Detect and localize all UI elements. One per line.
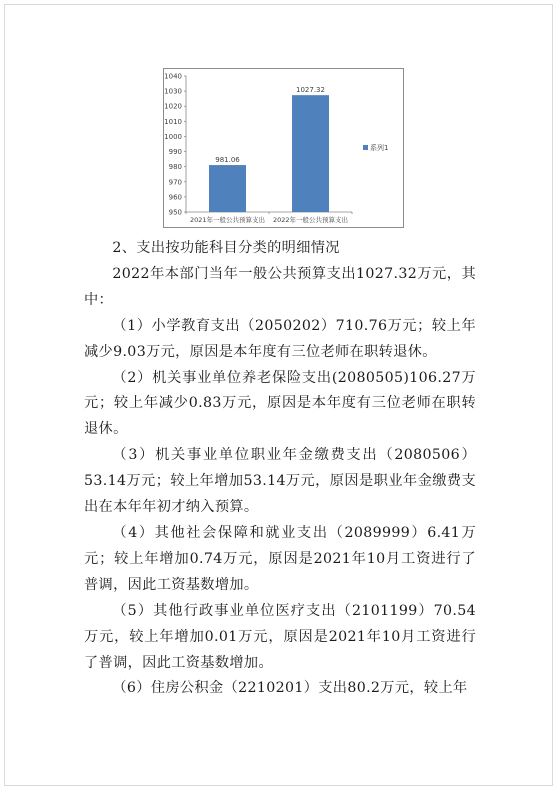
section-heading: 2、支出按功能科目分类的明细情况 xyxy=(112,240,340,256)
y-tick-label: 1020 xyxy=(164,102,182,111)
bar xyxy=(209,165,246,212)
item-paragraph-5: （5）其他行政事业单位医疗支出（2101199）70.54万元，较上年增加0.01万元，原因是2021年10月工资进行了普调，因此工资基数增加。 xyxy=(84,602,476,671)
bar-chart xyxy=(163,68,404,228)
item-paragraph-6: （6）住房公积金（2210201）支出80.2万元，较上年 xyxy=(112,680,468,697)
y-tick-label: 990 xyxy=(168,148,182,157)
x-category-label: 2021年一般公共预算支出 xyxy=(189,216,266,224)
y-tick-label: 960 xyxy=(168,193,182,202)
x-category-label: 2022年一般公共预算支出 xyxy=(272,216,349,224)
legend-label: 系列1 xyxy=(370,144,389,152)
data-label: 981.06 xyxy=(215,156,240,165)
y-tick-label: 970 xyxy=(168,178,182,187)
y-tick-label: 980 xyxy=(168,163,182,172)
y-tick-label: 1030 xyxy=(164,87,182,96)
legend-swatch xyxy=(363,145,368,150)
y-tick-label: 1040 xyxy=(164,72,182,81)
data-label: 1027.32 xyxy=(296,86,325,95)
item-paragraph-4: （4）其他社会保障和就业支出（2089999）6.41万元；较上年增加0.74万元，原因是2021年10月工资进行了普调，因此工资基数增加。 xyxy=(84,524,476,593)
chart-svg xyxy=(164,69,405,229)
intro-paragraph: 2022年本部门当年一般公共预算支出1027.32万元，其中： xyxy=(84,265,476,308)
y-tick-label: 1010 xyxy=(164,117,182,126)
y-tick-label: 1000 xyxy=(164,132,182,141)
item-paragraph-1: （1）小学教育支出（2050202）710.76万元；较上年减少9.03万元，原因是本年度有三位老师在职转退休。 xyxy=(84,317,476,360)
bar xyxy=(292,95,329,212)
y-tick-label: 950 xyxy=(168,208,182,217)
item-paragraph-2: （2）机关事业单位养老保险支出(2080505)106.27万元；较上年减少0.83万元，原因是本年度有三位老师在职转退休。 xyxy=(84,369,476,438)
item-paragraph-3: （3）机关事业单位职业年金缴费支出（2080506）53.14万元；较上年增加53.14万元，原因是职业年金缴费支出在本年年初才纳入预算。 xyxy=(84,447,476,516)
document-body xyxy=(84,236,476,702)
